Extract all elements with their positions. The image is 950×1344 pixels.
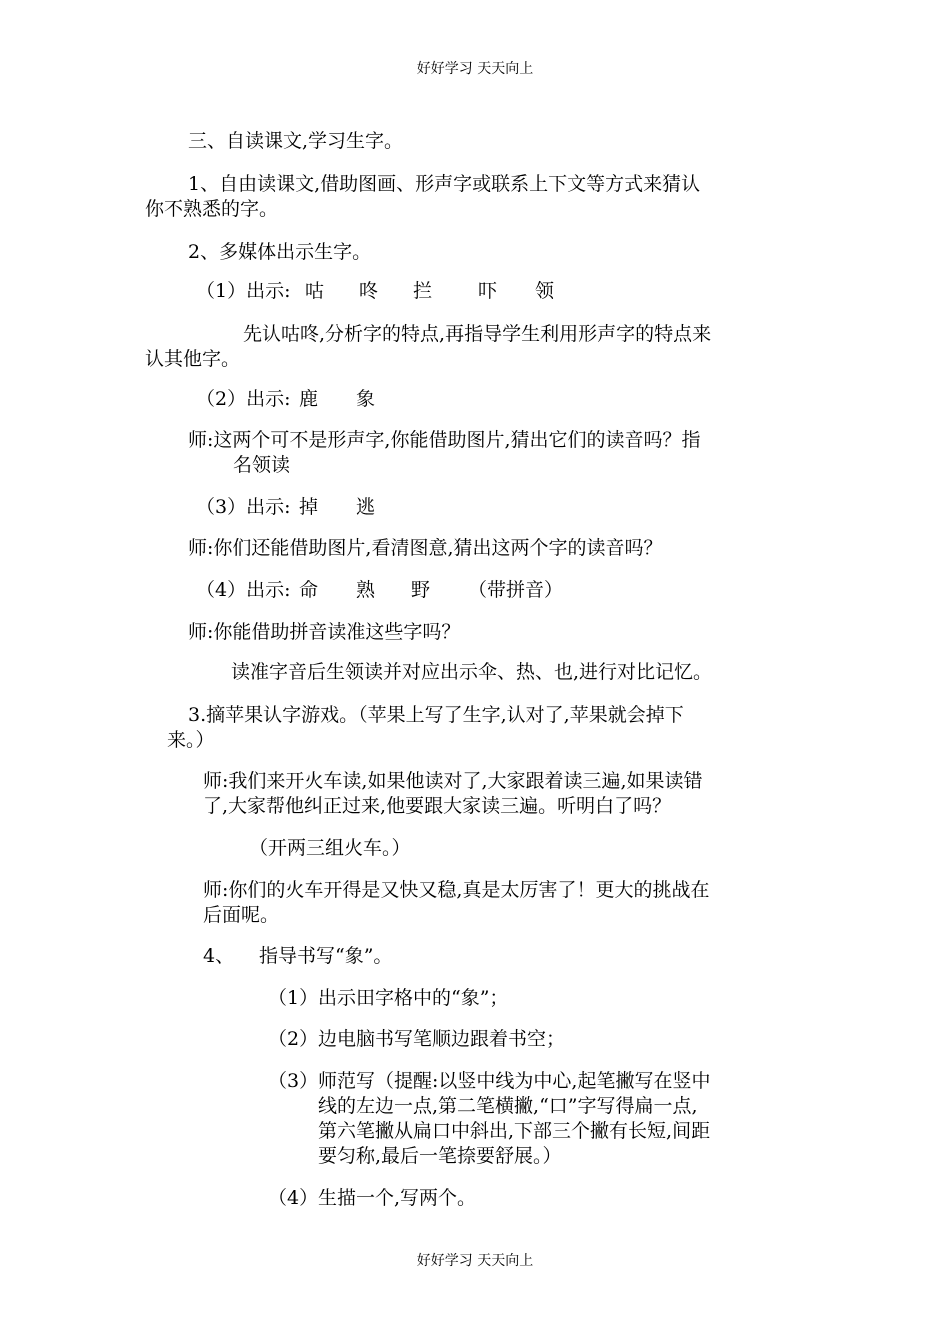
sub-item-text-line1: 师范写（提醒:以竖中线为中心,起笔撇写在竖中: [318, 1070, 711, 1092]
char-dong: 咚: [359, 280, 379, 302]
step1-line2: 你不熟悉的字。: [145, 198, 279, 220]
sub-item-num: （1）: [268, 987, 319, 1009]
note1-line2: 认其他字。: [145, 348, 241, 370]
teacher5-line2: 后面呢。: [203, 904, 280, 926]
sub-item-text: 生描一个,写两个。: [318, 1187, 477, 1209]
teacher2: 师:你们还能借助图片,看清图意,猜出这两个字的读音吗？: [188, 537, 663, 559]
step4-text: 指导书写“象”。: [259, 945, 393, 967]
sub-item-2: [268, 1027, 788, 1052]
sub-item-3: [268, 1069, 808, 1169]
sub-item-num: （2）: [268, 1028, 319, 1050]
display4-row: [196, 578, 616, 603]
display4-note: （带拼音）: [468, 579, 564, 601]
page-footer: 好好学习 天天向上: [416, 1253, 534, 1269]
step4-num: 4、: [203, 945, 235, 967]
section-title: 三、自读课文,学习生字。: [188, 130, 404, 152]
display1-row: [196, 279, 596, 304]
char-xiang: 象: [356, 388, 376, 410]
sub-item-text-line4: 要匀称,最后一笔捺要舒展。）: [318, 1145, 562, 1167]
display4-label: （4）出示:: [196, 579, 291, 601]
display3-row: [196, 495, 496, 520]
page-header: 好好学习 天天向上: [416, 61, 534, 77]
sub-item-4: [268, 1186, 788, 1211]
char-ye: 野: [411, 579, 431, 601]
sub-item-num: （4）: [268, 1187, 319, 1209]
step2: 2、多媒体出示生字。: [188, 241, 372, 263]
char-ling: 领: [535, 280, 555, 302]
teacher5-line1: 师:你们的火车开得是又快又稳,真是太厉害了！更大的挑战在: [203, 879, 710, 901]
note2: 读准字音后生领读并对应出示伞、热、也,进行对比记忆。: [231, 661, 713, 683]
step1-line1: 1、自由读课文,借助图画、形声字或联系上下文等方式来猜认: [188, 173, 701, 195]
char-shu: 熟: [356, 579, 376, 601]
teacher3: 师:你能借助拼音读准这些字吗？: [188, 621, 461, 643]
step3-line1: 3.摘苹果认字游戏。（苹果上写了生字,认对了,苹果就会掉下: [188, 704, 684, 726]
char-diao: 掉: [299, 496, 319, 518]
step4-row: [203, 944, 603, 969]
char-gu: 咕: [305, 280, 325, 302]
char-lu: 鹿: [299, 388, 319, 410]
display3-label: （3）出示:: [196, 496, 291, 518]
sub-item-num: （3）: [268, 1070, 319, 1092]
display2-label: （2）出示:: [196, 388, 291, 410]
display1-label: （1）出示:: [196, 280, 291, 302]
display2-row: [196, 387, 496, 412]
step3-line2: 来。）: [167, 729, 215, 751]
char-lan: 拦: [413, 280, 433, 302]
teacher1-line1: 师:这两个可不是形声字,你能借助图片,猜出它们的读音吗？指: [188, 429, 701, 451]
char-tao: 逃: [356, 496, 376, 518]
char-ming: 命: [299, 579, 319, 601]
note1-line1: 先认咕咚,分析字的特点,再指导学生利用形声字的特点来: [243, 323, 712, 345]
sub-item-text-line2: 线的左边一点,第二笔横撇,“口”字写得扁一点,: [318, 1095, 698, 1117]
char-xia: 吓: [478, 280, 498, 302]
teacher4-line1: 师:我们来开火车读,如果他读对了,大家跟着读三遍,如果读错: [203, 770, 703, 792]
sub-item-text: 出示田字格中的“象”；: [318, 987, 509, 1009]
sub-item-1: [268, 986, 788, 1011]
sub-item-text: 边电脑书写笔顺边跟着书空；: [318, 1028, 566, 1050]
teacher4-line2: 了,大家帮他纠正过来,他要跟大家读三遍。听明白了吗？: [203, 795, 672, 817]
sub-item-text-line3: 第六笔撇从扁口中斜出,下部三个撇有长短,间距: [318, 1120, 711, 1142]
teacher1-line2: 名领读: [233, 454, 291, 476]
note3: （开两三组火车。）: [249, 837, 411, 859]
